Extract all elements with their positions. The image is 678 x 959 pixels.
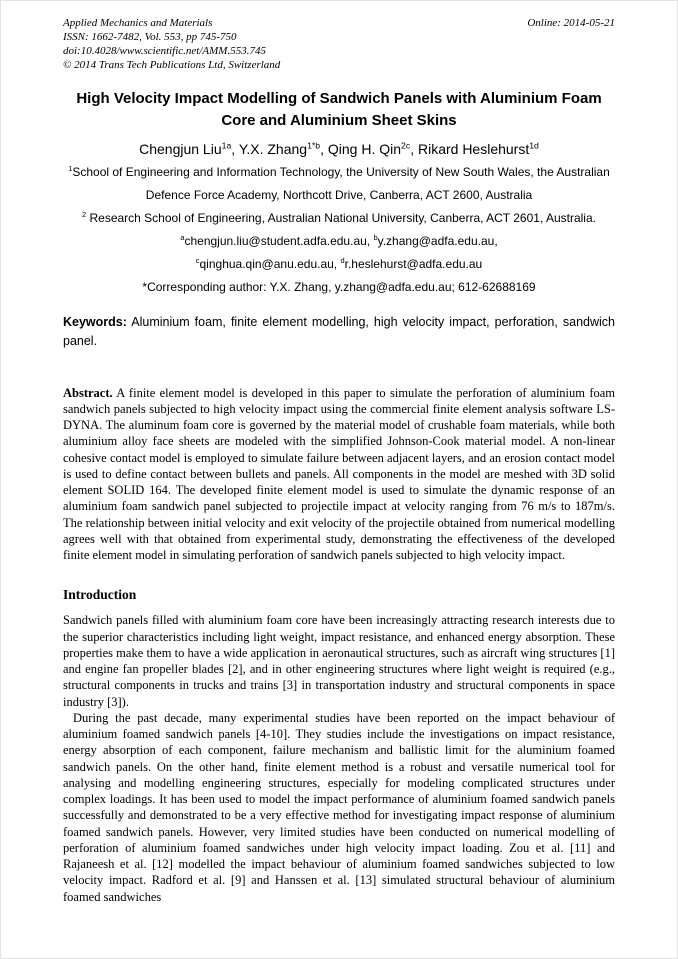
author-separator: , [231,140,239,157]
affiliation [63,161,615,207]
author-email: y.zhang@adfa.edu.au, [377,233,498,248]
email-mark: d [340,255,345,265]
author-email: r.heslehurst@adfa.edu.au [344,256,483,271]
affiliation-text: School of Engineering and Information Technology, the University of New South Wales, the Australian Defence Force Academy, Northcott Drive, Canberra, ACT 2600, Australia [72,164,610,202]
journal-title: Applied Mechanics and Materials [63,17,213,29]
keywords-label: Keywords: [63,315,127,329]
journal-doi: doi:10.4028/www.scientific.net/AMM.553.745 [63,45,266,58]
affiliation-number: 1 [68,163,73,173]
section-heading-introduction: Introduction [63,587,137,603]
author-emails-line [63,230,615,253]
journal-issn-volume: ISSN: 1662-7482, Vol. 553, pp 745-750 [63,31,237,44]
keywords-text: Aluminium foam, finite element modelling, high velocity impact, perforation, sandwich panel. [63,315,615,348]
abstract-text: A finite element model is developed in this paper to simulate the perforation of aluminium foam sandwich panels subjected to high velocity impact using the commercial finite element analysis software LS-DYNA. The aluminum foam core is governed by the material model of crushable foam materials, while both aluminium alloy face sheets are modeled with the simplified Johnson-Cook material model. A non-linear cohesive contact model is employed to simulate failure between adjacent layers, and an erosion contact model is used to define contact between bullets and panels. All components in the model are meshed with 3D solid element SOLID 164. The developed finite element model is used to simulate the dynamic response of an aluminium foam sandwich panel subjected to projectile impact at velocity ranging from 76 m/s to 187m/s. The relationship between initial velocity and exit velocity of the projectile obtained from numerical modelling agrees well with that obtained from experimental study, demonstrating the effectiveness of the developed finite element model in simulating perforation of sandwich panels subjected to high velocity impact. [63,385,615,562]
author-affiliation-mark: 1d [529,140,539,151]
corresponding-author-line: *Corresponding author: Y.X. Zhang, y.zhang@adfa.edu.au; 612-62688169 [142,279,536,294]
author-separator: , [410,140,418,157]
introduction-paragraph-1: Sandwich panels filled with aluminium foam core have been increasingly attracting research interests due to the superior characteristics including light weight, impact resistance, and enhanced energy absorption. These properties make them to have a wide application in aeronautical structures, such as aircraft wing structures [1] and engine fan propeller blades [2], and in other engineering structures where light weight is required (e.g., structural components in trucks and trains [3] in transportation industry and structural components in space industry [3]). [63,613,615,709]
introduction-paragraph-2: During the past decade, many experimental studies have been reported on the impact behaviour of aluminium foamed sandwich panels [4-10]. They studies include the investigations on impact resistance, energy absorption of each component, failure mechanism and ballistic limit for the aluminium foamed sandwich panels. On the other hand, finite element method is a robust and versatile numerical tool for analysing and modelling engineering structures, especially for modeling complicated structures under complex loadings. It has been used to model the impact performance of aluminium foamed sandwich panels successfully and demonstrated to be a very effective method for investigating impact response of aluminium foamed sandwich panels. However, very limited studies have been conducted on numerical modelling of perforation of aluminium foamed sandwiches under high velocity impact loading. Zou et al. [11] and Rajaneesh et al. [12] modelled the impact behaviour of aluminium foamed sandwiches subjected to low velocity impact. Radford et al. [9] and Hanssen et al. [13] simulated structural behaviour of aluminium foamed sandwiches [63,710,615,904]
abstract-paragraph [63,385,615,564]
author-email: qinghua.qin@anu.edu.au, [199,256,341,271]
journal-header [63,16,615,72]
paper-title: High Velocity Impact Modelling of Sandwich Panels with Aluminium Foam Core and Aluminium Sheet Skins [76,90,602,130]
author-emails-line [63,253,615,276]
author-name: Rikard Heslehurst [417,140,530,157]
journal-info [63,16,280,72]
author-affiliation-mark: 1*b [307,140,321,151]
affiliation [63,207,615,230]
online-date: Online: 2014-05-21 [527,17,615,29]
author-name: Chengjun Liu [139,140,222,157]
author-affiliation-mark: 2c [401,140,411,151]
author-email: chengjun.liu@student.adfa.edu.au, [184,233,374,248]
affiliation-text: Research School of Engineering, Australian National University, Canberra, ACT 2601, Australia. [86,210,596,225]
author-affiliation-mark: 1a [221,140,232,151]
author-name: Y.X. Zhang [238,140,308,157]
affiliations-block [63,161,615,299]
journal-copyright: © 2014 Trans Tech Publications Ltd, Switzerland [63,59,281,72]
author-name: Qing H. Qin [327,140,402,157]
authors-line [63,141,615,157]
affiliation-number: 2 [82,209,87,219]
email-mark: a [180,232,185,242]
abstract-label: Abstract. [63,385,113,400]
keywords-paragraph [63,313,615,351]
email-mark: c [195,255,200,265]
author-separator: , [320,140,328,157]
email-mark: b [373,232,378,242]
